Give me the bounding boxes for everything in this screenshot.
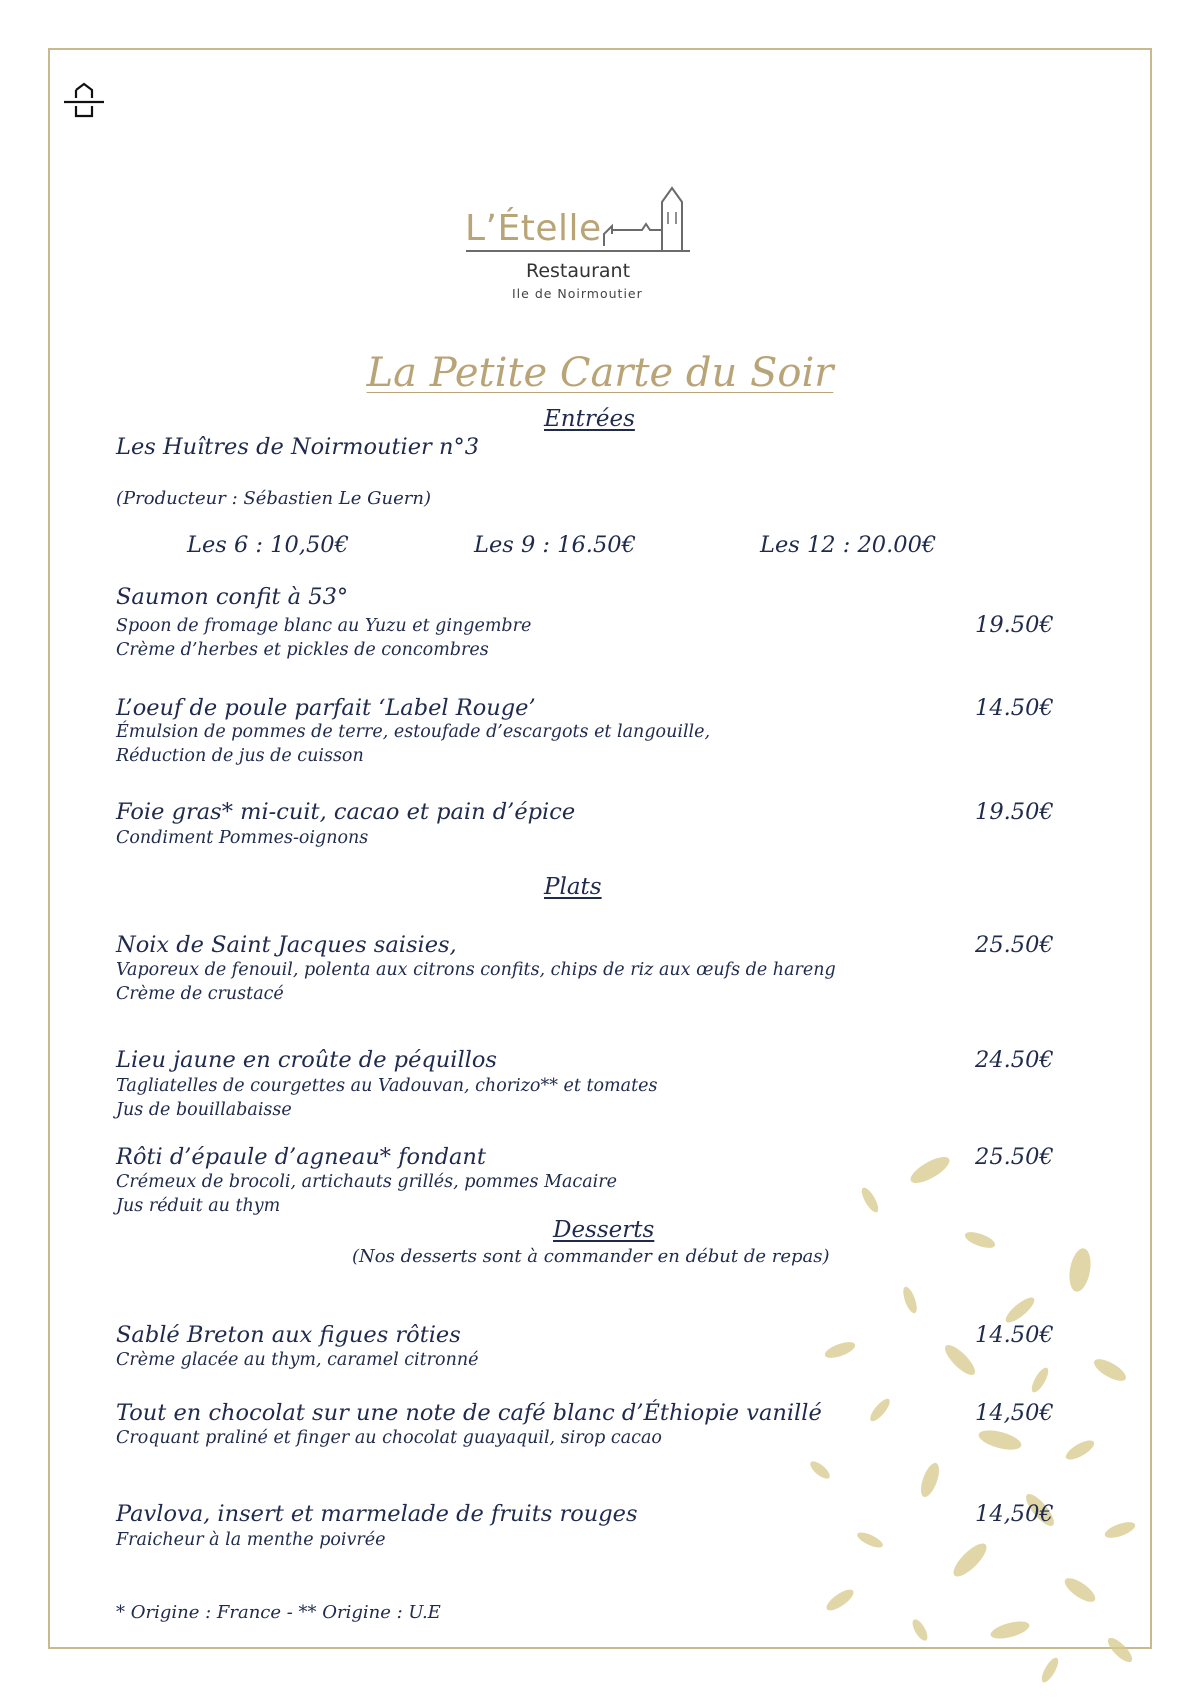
dish-desc: Spoon de fromage blanc au Yuzu et gingembre: [116, 616, 532, 636]
oysters-price-9: Les 9 : 16.50€: [474, 532, 636, 558]
brand-location: Ile de Noirmoutier: [512, 286, 643, 301]
oysters-price-12: Les 12 : 20.00€: [760, 532, 937, 558]
section-desserts: Desserts: [553, 1217, 655, 1243]
dish-price: 19.50€: [975, 612, 1054, 638]
dish-desc: Crémeux de brocoli, artichauts grillés, pommes Macaire: [116, 1172, 617, 1192]
origin-footnote: * Origine : France - ** Origine : U.E: [116, 1602, 441, 1623]
oysters-name: Les Huîtres de Noirmoutier n°3: [116, 434, 480, 460]
dish-desc: Tagliatelles de courgettes au Vadouvan, chorizo** et tomates: [116, 1076, 658, 1096]
section-plats: Plats: [544, 874, 602, 900]
dish-desc: Crème d’herbes et pickles de concombres: [116, 640, 489, 660]
menu-title: La Petite Carte du Soir: [366, 350, 834, 396]
dish-desc: Réduction de jus de cuisson: [116, 746, 364, 766]
dish-desc: Jus réduit au thym: [116, 1196, 281, 1216]
dish-name: Lieu jaune en croûte de péquillos: [116, 1047, 497, 1073]
oysters-producer: (Producteur : Sébastien Le Guern): [116, 488, 431, 509]
dish-desc: Condiment Pommes-oignons: [116, 828, 369, 848]
dish-desc: Fraicheur à la menthe poivrée: [116, 1530, 386, 1550]
dish-desc: Crème glacée au thym, caramel citronné: [116, 1350, 479, 1370]
dish-price: 19.50€: [975, 799, 1054, 825]
dish-name: Rôti d’épaule d’agneau* fondant: [116, 1144, 486, 1170]
dish-price: 25.50€: [975, 932, 1054, 958]
dish-name: Foie gras* mi-cuit, cacao et pain d’épice: [116, 799, 576, 825]
dish-price: 14,50€: [975, 1501, 1054, 1527]
dish-price: 24.50€: [975, 1047, 1054, 1073]
brand-subtitle: Restaurant: [526, 260, 631, 282]
section-entrees: Entrées: [544, 406, 635, 432]
home-outline-icon: [62, 80, 106, 124]
restaurant-logo: [420, 80, 720, 340]
desserts-note: (Nos desserts sont à commander en début de repas): [352, 1246, 830, 1267]
dish-desc: Croquant praliné et finger au chocolat guayaquil, sirop cacao: [116, 1428, 662, 1448]
dish-name: Tout en chocolat sur une note de café blanc d’Éthiopie vanillé: [116, 1400, 822, 1426]
dish-name: Pavlova, insert et marmelade de fruits rouges: [116, 1501, 638, 1527]
oysters-price-6: Les 6 : 10,50€: [187, 532, 349, 558]
dish-desc: Crème de crustacé: [116, 984, 284, 1004]
brand-name: L’Ételle: [465, 208, 602, 249]
dish-price: 14,50€: [975, 1400, 1054, 1426]
dish-price: 25.50€: [975, 1144, 1054, 1170]
dish-price: 14.50€: [975, 695, 1054, 721]
dish-name: L’oeuf de poule parfait ‘Label Rouge’: [116, 695, 536, 721]
dish-name: Sablé Breton aux figues rôties: [116, 1322, 461, 1348]
castle-outline-icon: [602, 184, 692, 254]
dish-name: Saumon confit à 53°: [116, 584, 349, 610]
dish-desc: Jus de bouillabaisse: [116, 1100, 292, 1120]
logo-underline: [466, 250, 690, 252]
dish-desc: Vaporeux de fenouil, polenta aux citrons confits, chips de riz aux œufs de hareng: [116, 960, 836, 980]
dish-name: Noix de Saint Jacques saisies,: [116, 932, 457, 958]
dish-price: 14.50€: [975, 1322, 1054, 1348]
dish-desc: Émulsion de pommes de terre, estoufade d’escargots et langouille,: [116, 722, 711, 742]
